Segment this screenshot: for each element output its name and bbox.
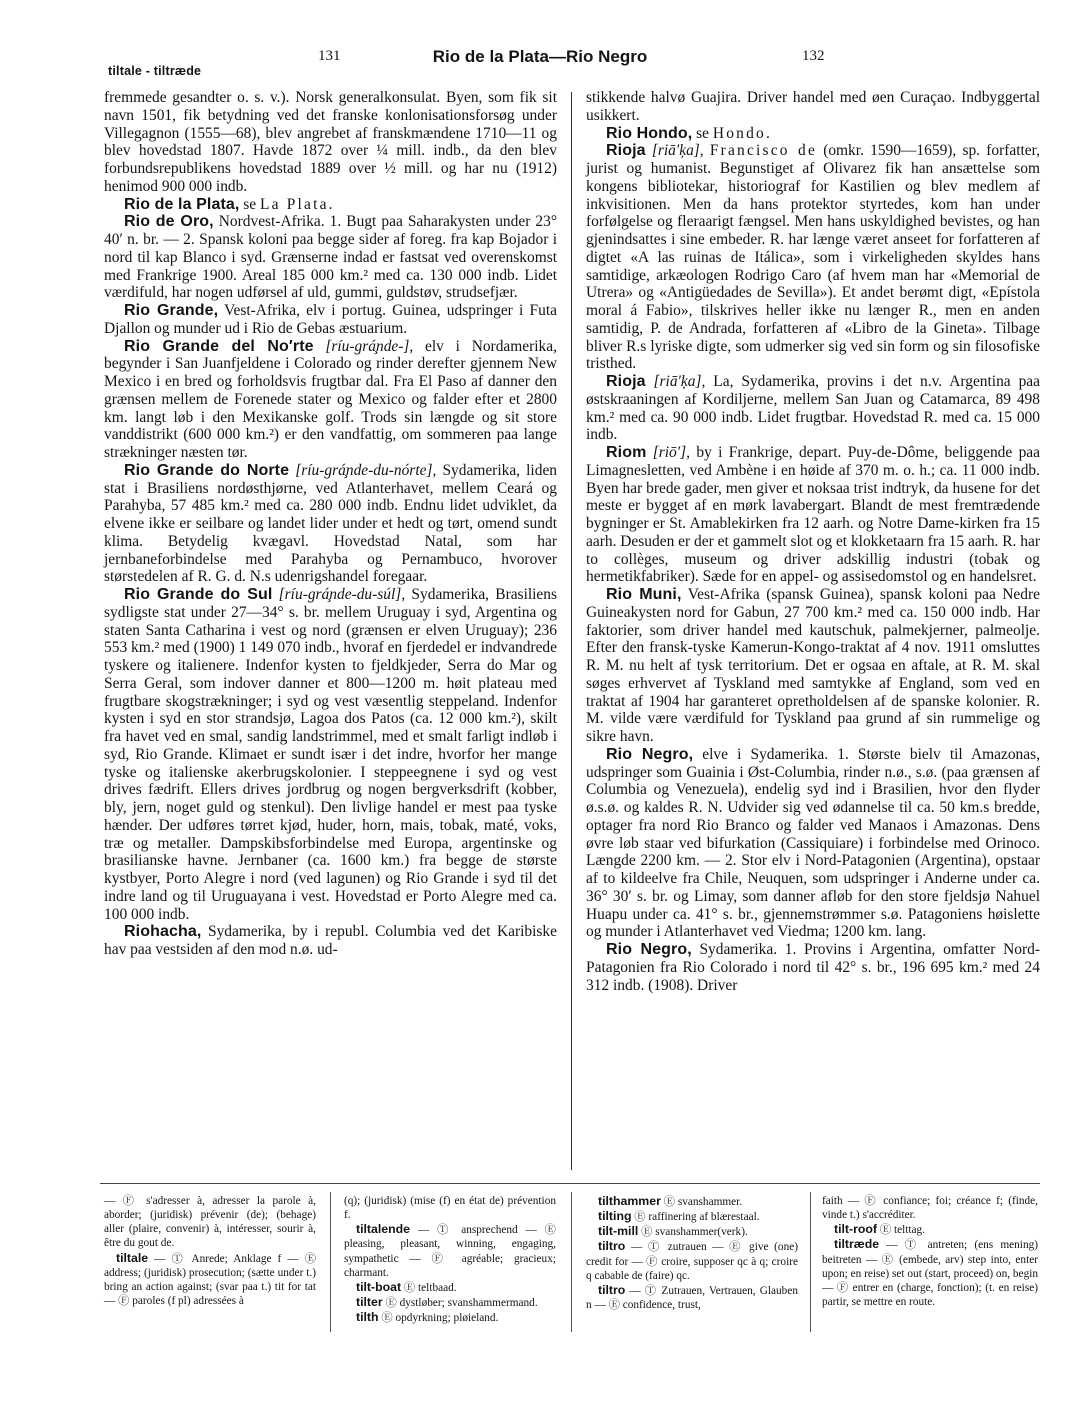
footer-entry bbox=[104, 1251, 316, 1309]
page-number-right: 132 bbox=[802, 48, 825, 64]
entry-crossref: Hondo bbox=[712, 124, 766, 142]
entry-person-name: Francisco de bbox=[709, 142, 818, 160]
entry bbox=[586, 373, 1040, 444]
entry-pronunciation: [ríu-grá̧nde-du-súl], bbox=[278, 586, 406, 603]
footer-headword: tiltro bbox=[598, 1239, 626, 1254]
footer-entry-text: Ⓔ svanshammer(verk). bbox=[638, 1226, 748, 1239]
entry-text: se bbox=[692, 124, 713, 142]
entry-continuation: stikkende halvø Guajira. Driver handel med øen Curaçao. Indbyggertal usikkert. bbox=[586, 89, 1040, 124]
entry bbox=[104, 213, 557, 302]
footer-entry bbox=[586, 1224, 798, 1239]
page-number-left: 131 bbox=[318, 48, 341, 64]
footer-headword: tiltro bbox=[598, 1282, 626, 1297]
entry-text: Sydamerika. 1. Provins i Argentina, omfatter Nord-Patagonien fra Rio Colorado i nord til 42° s. br., 196 695 km.² med 24 312 indb. (1908). Driver bbox=[586, 941, 1040, 994]
footer-headword: tiltræde bbox=[834, 1237, 880, 1252]
footer-entry-continuation: (q); (juridisk) (mise (f) en état de) prévention f. bbox=[344, 1195, 556, 1222]
footer-entry bbox=[344, 1280, 556, 1295]
footer-headword: tilthammer bbox=[598, 1194, 661, 1208]
entry-text: Nordvest-Afrika. 1. Bugt paa Saharakysten under 23° 40′ n. br. — 2. Spansk koloni paa begge sider af foreg. fra kap Bojador i nord til kap Blanco i syd. Grænserne indad er fastsat ved overenskomst med Frankrige 1900. Areal 185 000 km.² med ca. 130 000 indb. Lidet værdifuld, har nogen udførsel af uld, gummi, guldstøv, strudsefjær. bbox=[104, 213, 557, 302]
entry bbox=[586, 444, 1040, 586]
footer-entry-text: — Ⓣ Zutrauen, Vertrauen, Glauben n — Ⓔ confidence, trust, bbox=[586, 1284, 798, 1312]
footer-entry bbox=[822, 1222, 1038, 1237]
footer-column-3 bbox=[586, 1194, 798, 1312]
entry-headword: Riom bbox=[606, 444, 647, 461]
footer-headword: tilt-mill bbox=[598, 1224, 639, 1239]
footer-entry-text: Ⓔ dystløber; svanshammermand. bbox=[382, 1297, 538, 1310]
footer-entry-text: — Ⓣ Anrede; Anklage f — Ⓔ address; (juridisk) prosecution; (sætte under t.) bring an action against; (svar paa t.) tit for tat — Ⓕ paroles (f pl) adressées à bbox=[104, 1252, 316, 1308]
entry-pronunciation: [riā′ķa], bbox=[653, 373, 706, 390]
entry bbox=[586, 746, 1040, 941]
entry-text: . bbox=[328, 195, 333, 213]
entry-text: Sydamerika, Brasiliens sydligste stat under 27—34° s. br. mellem Uruguay i syd, Argentina og staten Santa Catharina i vest og nord (grænsen er elven Uruguay); 236 553 km.² med (1900) 1 149 070 indb., hvoraf en fjerdedel er indvandrede tyskere og italienere. Indenfor kysten to fjeldkjeder, Serra do Mar og Serra Geral, som indover danner et 800—1200 m. høit plateau med frugtbare skogstrækninger; i syd og vest væsentlig steppeland. Indenfor kysten i syd en stor strandsjø, Lagoa dos Patos (ca. 12 000 km.²), skilt fra havet ved en smal, sandig landstrimmel, med et smalt farligt indløb i syd, Rio Grande. Klimaet er sundt især i det indre, hvorfor her mange tyske og italienske akerbrugskolonier. I steppeegnene i syd og vest drives fædrift. Ellers drives jordbrug og nogen bergverksdrift (kobber, bly, jern, noget guld og stenkul). Den livlige handel er mest paa tyske hænder. Der udføres tørret kjød, huder, horn, mais, tobak, maté, voks, træ og metaller. Dampskibsforbindelse med Europa, argentinske og brasilianske havne. Jernbaner (ca. 1600 km.) fra begge de største kystbyer, Porto Alegre i nord (ved lagunen) og Rio Grande i syd til det indre land og til Uruguayana i vest. Hovedstad er Porto Alegre med ca. 100 000 indb. bbox=[104, 586, 558, 923]
entry-headword: Rio de la Plata, bbox=[124, 195, 240, 213]
footer-entry-text: Ⓔ raffinering af blærestaal. bbox=[631, 1211, 760, 1224]
footer-divider bbox=[571, 1192, 572, 1332]
footer-headword: tilt-roof bbox=[834, 1222, 878, 1237]
footer-headword: tilter bbox=[356, 1295, 383, 1310]
footer-headword: tiltalende bbox=[356, 1222, 410, 1237]
entry-text: se bbox=[239, 195, 261, 213]
entry-continuation: fremmede gesandter o. s. v.). Norsk generalkonsulat. Byen, som fik sit navn 1501, fik betydning ved det franske konlonisationsforsøg under Villegagnon (1555—68), blev angrebet af franskmændene 1710—11 og blev hovedstad 1807. Havde 1872 over ¼ mill. indb., da den blev forbundsrepublikens hovedstad 1889 over ½ mill. og har nu (1912) henimod 900 000 indb. bbox=[104, 89, 557, 195]
footer-entry-text: Ⓔ opdyrkning; pløieland. bbox=[378, 1312, 499, 1325]
entry-text: Vest-Afrika (spansk Guinea), spansk koloni paa Nedre Guineakysten nord for Gabun, 27 700 km.² med ca. 150 000 indb. Har faktorier, som driver handel med kautschuk, palmekjerner, palmeolje. Efter den fransk-tyske Kamerun-Kongo-traktat af 4 nov. 1911 omsluttes R. M. nu helt af tysk territorium. Det er ogsaa en aftale, at R. M. skal søges erhvervet af Tyskland med samtykke af England, som ved en traktat af 1904 har garanteret opretholdelsen af de spanske kolonier. R. M. vilde være værdifuld for Tyskland paa grund af sin rummelige og sikre havn. bbox=[586, 586, 1040, 745]
entry bbox=[104, 462, 557, 586]
entry-pronunciation: [riō′], bbox=[652, 444, 691, 461]
footer-column-1 bbox=[104, 1194, 316, 1308]
entry bbox=[586, 941, 1040, 994]
footer-entry bbox=[586, 1209, 798, 1224]
entry-headword: Rio Negro, bbox=[606, 941, 692, 958]
entry bbox=[586, 142, 1040, 373]
entry bbox=[586, 586, 1040, 746]
entry-headword: Riohacha, bbox=[124, 923, 202, 941]
entry-headword: Rioja bbox=[606, 142, 646, 160]
footer-rule bbox=[100, 1183, 1040, 1184]
footer-entry bbox=[344, 1295, 556, 1310]
entry-headword: Rio Grande del No′rte bbox=[124, 337, 314, 355]
footer-entry-text: Ⓔ svanshammer. bbox=[660, 1196, 743, 1208]
entry-text: elve i Sydamerika. 1. Største bielv til Amazonas, udspringer som Guainia i Øst-Columbia, rinder n.ø., s.ø. (paa grænsen af Columbia og Venezuela), endelig syd ind i Brasilien, hvor den flyder ø.s.ø. og kaldes R. N. Udvider sig ved ødannelse til ca. 50 km.s bredde, optager fra nord Rio Branco og falder ved Manaos i Amazonas. Dens øvre løb staar ved bifurkation (Cassiquiare) i forbindelse med Orinoco. Længde 2200 km. — 2. Stor elv i Nord-Patagonien (Argentina), opstaar af to kildeelve fra Chile, Neuquen, som udspringer i Anderne under ca. 36° 30′ s. br. og Limay, som danner afløb for den store fjeldsjø Nahuel Huapu under ca. 41° s. br., gjennemstrømmer s.ø. Patagoniens høislette og munder i Atlanterhavet ved Viedma; 1200 km. lang. bbox=[586, 745, 1040, 941]
footer-divider bbox=[330, 1192, 331, 1332]
left-column bbox=[104, 89, 557, 959]
footer-divider bbox=[810, 1192, 811, 1332]
guide-words: tiltale - tiltræde bbox=[108, 64, 202, 78]
entry bbox=[104, 586, 557, 923]
entry bbox=[586, 125, 1040, 143]
entry-text: (omkr. 1590—1659), sp. forfatter, jurist og humanist. Begunstiget af Olivarez fik han ansættelse som kongens bibliotekar, historiograf for Kastilien og blev medlem af inkvisitionen. Men da hans protektor styrtedes, kom han under forfølgelse og fleraarigt fængsel. Men hans uskyldighed bevistes, og han gjenindsattes i sine embeder. R. har længe været anseet for forfatteren af digtet «A las ruinas de Itálica», som i virkeligheden skyldes hans samtidige, arkæologen Rodrigo Caro (af hvem man har «Memorial de Utrera» og «Antigüedades de Sevilla»). Et andet berømt digt, «Epístola moral á Fabio», tilskrives heller ikke nu længer R., men en anden samtidig, P. de Andrada, forfatteren af «Libro de la Gineta». Tilbage bliver R.s lyriske digte, som udmerker sig ved sin form og sin filosofiske tristhed. bbox=[586, 142, 1041, 373]
entry-headword: Rio Grande, bbox=[124, 302, 219, 319]
footer-entry bbox=[586, 1283, 798, 1312]
entry-text: elv i Nordamerika, begynder i San Juanfjeldene i Colorado og rinder derefter gjennem New Mexico i en bred og forholdsvis frugtbar dal. Fra El Paso af danner den grænsen mellem de Forenede stater og Mexico og falder efter et 2800 km. langt løb i den Mexikanske golf. Trods sin længde og sit store vanddistrikt (600 000 km.²) er den vandfattig, om sommeren paa lange strækninger næsten tør. bbox=[104, 337, 557, 461]
entry bbox=[104, 923, 557, 959]
footer-column-4 bbox=[822, 1194, 1038, 1309]
entry-text: . bbox=[765, 124, 770, 142]
page-header bbox=[0, 0, 1080, 84]
entry-pronunciation: [ríu-grá̧nde-du-nórte], bbox=[295, 461, 437, 479]
entry-headword: Rio Negro, bbox=[606, 745, 694, 763]
entry-text: La, Sydamerika, provins i det n.v. Argentina paa østskraaningen af Kordiljerne, mellem San Juan og Catamarca, 89 498 km.² med ca. 90 000 indb. Lidet frugtbar. Hovedstad R. med ca. 15 000 indb. bbox=[586, 373, 1040, 444]
footer-entry bbox=[344, 1310, 556, 1325]
footer-entry bbox=[344, 1222, 556, 1280]
right-column bbox=[586, 89, 1040, 994]
footer-headword: tiltale bbox=[116, 1250, 149, 1265]
running-title: Rio de la Plata—Rio Negro bbox=[432, 47, 648, 66]
footer-entry bbox=[586, 1194, 798, 1209]
footer-entry-text: — Ⓣ ansprechend — Ⓔ pleasing, pleasant, winning, engaging, sympathetic — Ⓕ agréable; gracieux; charmant. bbox=[344, 1224, 556, 1279]
entry-headword: Rioja bbox=[606, 373, 646, 390]
footer-entry-continuation: faith — Ⓕ confiance; foi; créance f; (finde, vinde t.) s'accréditer. bbox=[822, 1195, 1038, 1222]
footer-entry-text: — Ⓣ zutrauen — Ⓔ give (one) credit for — Ⓕ croire, supposer qc à q; croire q cabable de (faire) qc. bbox=[586, 1241, 798, 1282]
entry-text: Sydamerika, liden stat i Brasiliens nordøsthjørne, ved Atlanterhavet, mellem Ceará og Parahyba, 57 485 km.² med ca. 280 000 indb. Endnu lidet udviklet, da elvene ikke er seilbare og landet lider under et hedt og tørt, omend sundt klima. Betydelig kvægavl. Hovedstad Natal, som har jernbaneforbindelse med Parahyba og Pernambuco, hvorover størstedelen af R. G. d. N.s udenrigshandel foregaar. bbox=[104, 461, 558, 586]
entry-headword: Rio Grande do Norte bbox=[124, 461, 290, 479]
entry-headword: Rio de Oro, bbox=[124, 213, 214, 231]
entry bbox=[104, 196, 557, 214]
footer-entry-text: Ⓔ teltbaad. bbox=[401, 1281, 457, 1294]
column-divider bbox=[571, 92, 572, 1170]
footer-entry bbox=[586, 1239, 798, 1282]
entry-pronunciation: [ríu-grá̧nde-], bbox=[325, 337, 414, 355]
entry-crossref: La Plata bbox=[260, 195, 329, 213]
entry bbox=[104, 302, 557, 338]
footer-headword: tilth bbox=[356, 1310, 379, 1325]
entry-text: Vest-Afrika, elv i portug. Guinea, udspringer i Futa Djallon og munder ud i Rio de Gebas æstuarium. bbox=[104, 302, 557, 337]
footer-headword: tilting bbox=[598, 1209, 632, 1224]
entry-headword: Rio Hondo, bbox=[606, 124, 693, 142]
entry-text: Sydamerika, by i republ. Columbia ved det Karibiske hav paa vestsiden af den mod n.ø. ud- bbox=[104, 923, 557, 958]
entry-text: by i Frankrige, depart. Puy-de-Dôme, beliggende paa Limagnesletten, ved Ambène i en høide af 370 m. o. h.; ca. 11 000 indb. Byen har brede gader, men giver et noksaa trist indtryk, da husene for det meste er bygget af en mørk lavabergart. Blandt de mest fremtrædende bygninger er St. Amablekirken fra 12 aarh. og Notre Dame-kirken fra 15 aarh. Desuden er der et gammelt slot og et klokketaarn fra 15 aarh. R. har to collèges, museum og driver adskillig industri (tobak og hermetikfabriker). Sæde for en appel- og assisedomstol og en handelsret. bbox=[586, 444, 1040, 586]
footer-entry bbox=[822, 1237, 1038, 1309]
entry-headword: Rio Muni, bbox=[606, 586, 682, 603]
footer-entry-continuation: — Ⓕ s'adresser à, adresser la parole à, aborder; (juridisk) prévenir (de); (behage) aller (plaire, convenir) à, intéresser, sourir à, être du gout de. bbox=[104, 1195, 316, 1250]
footer-entry-text: Ⓔ telttag. bbox=[877, 1224, 926, 1237]
footer-column-2 bbox=[344, 1194, 556, 1325]
entry-headword: Rio Grande do Sul bbox=[124, 586, 273, 603]
entry-pronunciation: [riā′ķa], bbox=[651, 142, 704, 160]
footer-headword: tilt-boat bbox=[356, 1279, 402, 1294]
entry bbox=[104, 338, 557, 462]
footer-entry-text: — Ⓣ antreten; (ens mening) beitreten — Ⓔ (embede, arv) step into, enter upon; en reise) set out (start, proceed) on, begin — Ⓕ entrer en (charge, fonction); (t. en reise) partir, se mettre en route. bbox=[822, 1239, 1038, 1309]
